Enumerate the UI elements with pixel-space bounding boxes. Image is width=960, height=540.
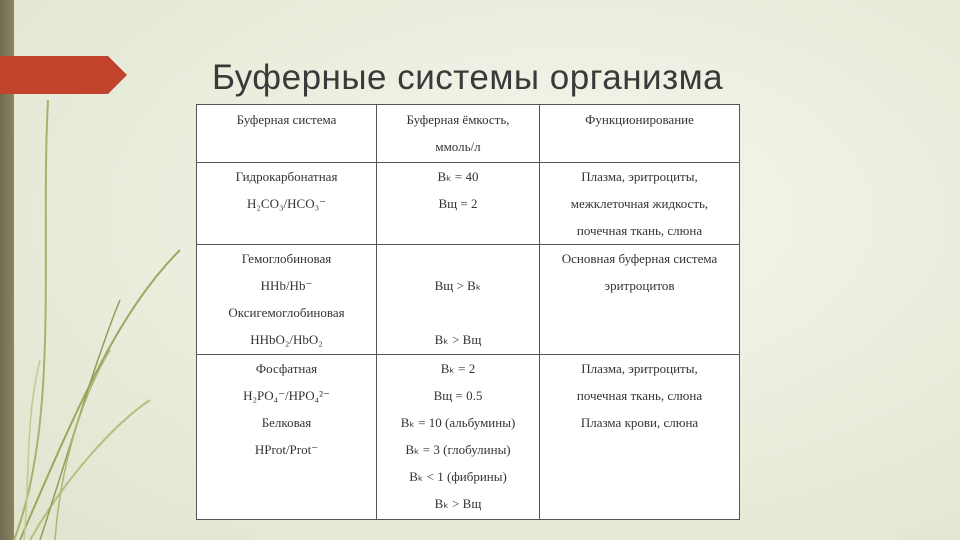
table-row — [197, 245, 740, 355]
table-cell: Плазма, эритроциты, межклеточная жидкость, почечная ткань, слюна — [540, 163, 740, 245]
table-cell: Bₖ = 40 Bщ = 2 — [377, 163, 540, 245]
header-cell: Функционирование — [540, 105, 740, 163]
table-cell: Гемоглобиновая HHb/Hb⁻ Оксигемоглобиновая HHbO₂/HbO₂ — [197, 245, 377, 355]
table-cell: Bщ > Bₖ Bₖ > Bщ — [377, 245, 540, 355]
table-row — [197, 355, 740, 520]
table-header-row — [197, 105, 740, 163]
table-row — [197, 163, 740, 245]
table-cell: Основная буферная система эритроцитов — [540, 245, 740, 355]
header-cell: Буферная ёмкость, ммоль/л — [377, 105, 540, 163]
table-cell: Гидрокарбонатная H₂CO₃/HCO₃⁻ — [197, 163, 377, 245]
table-cell: Плазма, эритроциты, почечная ткань, слюна Плазма крови, слюна — [540, 355, 740, 520]
table-cell: Bₖ = 2 Bщ = 0.5 Bₖ = 10 (альбумины) Bₖ = 3 (глобулины) Bₖ < 1 (фибрины) Bₖ > Bщ — [377, 355, 540, 520]
table-cell: Фосфатная H₂PO₄⁻/HPO₄²⁻ Белковая HProt/Prot⁻ — [197, 355, 377, 520]
buffer-systems-table — [196, 104, 739, 520]
title-accent-arrow — [0, 56, 127, 94]
slide-title: Буферные системы организма — [212, 58, 724, 97]
header-cell: Буферная система — [197, 105, 377, 163]
